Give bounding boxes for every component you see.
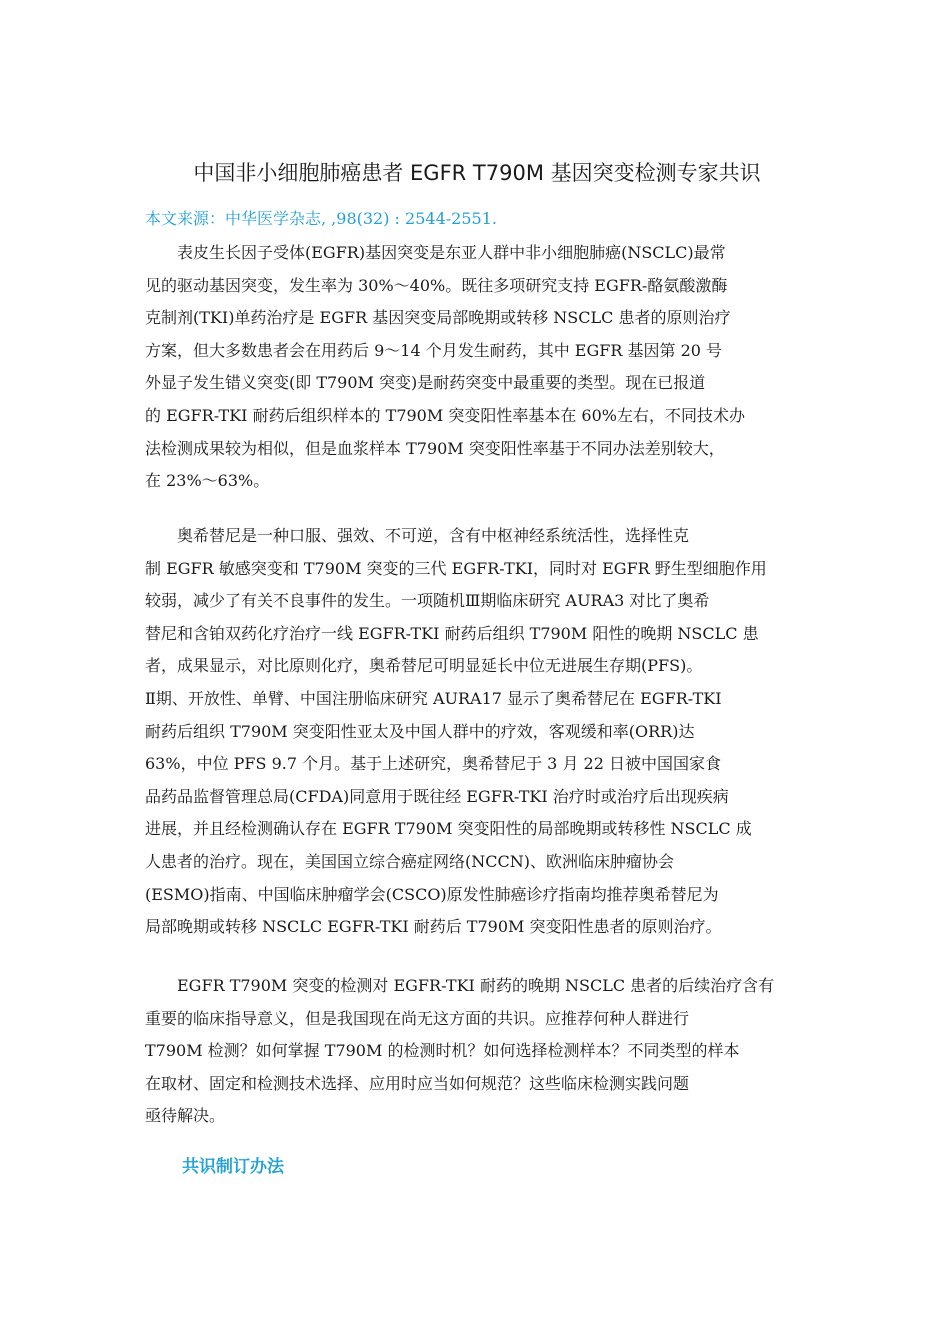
- paragraph-line: 外显子发生错义突变(即 T790M 突变)是耐药突变中最重要的类型。现在已报道: [145, 373, 706, 393]
- paragraph-line: 局部晚期或转移 NSCLC EGFR-TKI 耐药后 T790M 突变阳性患者的原则治疗。: [145, 917, 722, 937]
- paragraph-line: 法检测成果较为相似，但是血浆样本 T790M 突变阳性率基于不同办法差别较大，: [145, 438, 725, 458]
- paragraph-line: 替尼和含铂双药化疗治疗一线 EGFR-TKI 耐药后组织 T790M 阳性的晚期 NSCLC 患: [145, 623, 759, 643]
- paragraph-line: 在取材、固定和检测技术选择、应用时应当如何规范？这些临床检测实践问题: [145, 1073, 690, 1093]
- source-citation: 本文来源：中华医学杂志, ,98(32) : 2544-2551.: [145, 209, 497, 228]
- paragraph-1: [145, 237, 809, 498]
- paragraph-line: 进展，并且经检测确认存在 EGFR T790M 突变阳性的局部晚期或转移性 NSCLC 成: [145, 819, 752, 839]
- document-title: 中国非小细胞肺癌患者 EGFR T790M 基因突变检测专家共识: [193, 161, 761, 185]
- paragraph-line: 亟待解决。: [145, 1106, 226, 1126]
- paragraph-line: 较弱，减少了有关不良事件的发生。一项随机Ⅲ期临床研究 AURA3 对比了奥希: [145, 591, 710, 611]
- paragraph-line: 耐药后组织 T790M 突变阳性亚太及中国人群中的疗效，客观缓和率(ORR)达: [145, 721, 695, 741]
- paragraph-line: (ESMO)指南、中国临床肿瘤学会(CSCO)原发性肺癌诊疗指南均推荐奥希替尼为: [145, 884, 719, 904]
- paragraph-line: EGFR T790M 突变的检测对 EGFR-TKI 耐药的晚期 NSCLC 患者的后续治疗含有: [145, 976, 775, 995]
- paragraph-line: 见的驱动基因突变，发生率为 30%～40%。既往多项研究支持 EGFR-酪氨酸激酶: [145, 275, 728, 295]
- paragraph-line: 克制剂(TKI)单药治疗是 EGFR 基因突变局部晚期或转移 NSCLC 患者的原则治疗: [145, 308, 731, 328]
- paragraph-line: 制 EGFR 敏感突变和 T790M 突变的三代 EGFR-TKI，同时对 EGFR 野生型细胞作用: [145, 558, 767, 578]
- paragraph-line: 者，成果显示，对比原则化疗，奥希替尼可明显延长中位无进展生存期(PFS)。: [145, 656, 703, 676]
- paragraph-line: T790M 检测？如何掌握 T790M 的检测时机？如何选择检测样本？不同类型的样本: [145, 1041, 740, 1061]
- paragraph-line: Ⅱ期、开放性、单臂、中国注册临床研究 AURA17 显示了奥希替尼在 EGFR-TKI: [145, 688, 722, 708]
- paragraph-line: 的 EGFR-TKI 耐药后组织样本的 T790M 突变阳性率基本在 60%左右，不同技术办: [145, 405, 745, 425]
- paragraph-line: 表皮生长因子受体(EGFR)基因突变是东亚人群中非小细胞肺癌(NSCLC)最常: [145, 243, 726, 262]
- paragraph-line: 重要的临床指导意义，但是我国现在尚无这方面的共识。应推荐何种人群进行: [145, 1008, 690, 1028]
- paragraph-line: 奥希替尼是一种口服、强效、不可逆，含有中枢神经系统活性，选择性克: [145, 526, 690, 545]
- section-heading: 共识制订办法: [182, 1157, 284, 1177]
- paragraph-line: 在 23%～63%。: [145, 471, 270, 491]
- paragraph-line: 品药品监督管理总局(CFDA)同意用于既往经 EGFR-TKI 治疗时或治疗后出现疾病: [145, 786, 729, 806]
- paragraph-line: 方案，但大多数患者会在用药后 9～14 个月发生耐药，其中 EGFR 基因第 20 号: [145, 340, 723, 360]
- paragraph-2: [145, 520, 809, 944]
- paragraph-3: [145, 970, 809, 1133]
- paragraph-line: 63%，中位 PFS 9.7 个月。基于上述研究，奥希替尼于 3 月 22 日被中国国家食: [145, 754, 721, 774]
- paragraph-line: 人患者的治疗。现在，美国国立综合癌症网络(NCCN)、欧洲临床肿瘤协会: [145, 851, 674, 871]
